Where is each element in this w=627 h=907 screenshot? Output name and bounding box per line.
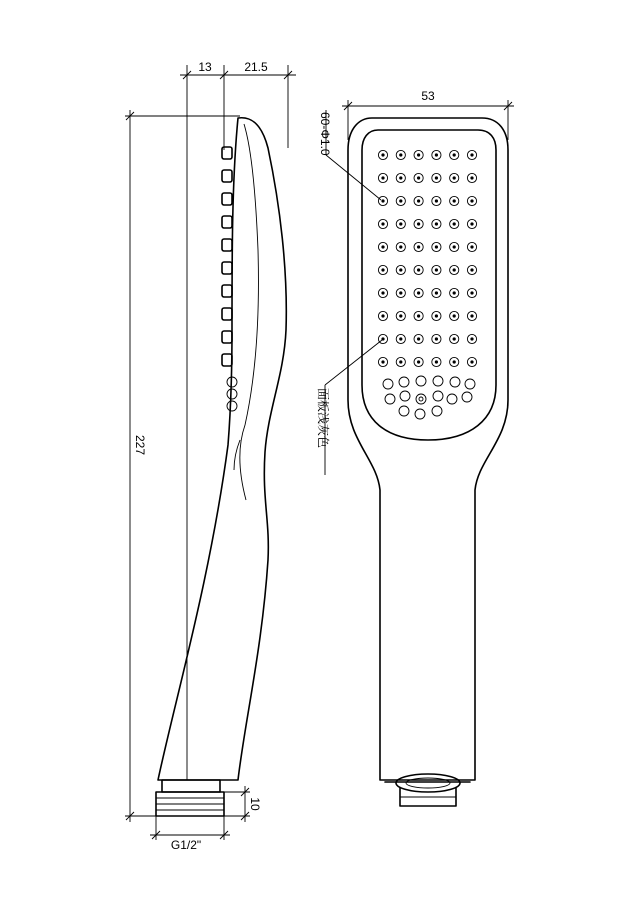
face-hole-center: [381, 291, 384, 294]
dim-53: 53: [421, 89, 435, 103]
hole-spec-note: 60-Φ1.0: [318, 112, 332, 156]
face-hole-center: [381, 199, 384, 202]
dim-13: 13: [198, 60, 212, 74]
face-hole-center: [453, 199, 456, 202]
face-hole-center: [417, 314, 420, 317]
face-hole-center: [470, 337, 473, 340]
side-lower-nozzle: [227, 401, 237, 411]
lower-holes: [383, 376, 475, 419]
side-view: [156, 118, 286, 816]
face-hole-center: [417, 245, 420, 248]
face-hole-center: [435, 153, 438, 156]
face-hole-center: [470, 314, 473, 317]
side-thread: [156, 780, 224, 816]
panel-color-note: 面板浅灰色: [316, 388, 330, 449]
dim-10: 10: [248, 797, 262, 811]
face-hole-center: [417, 153, 420, 156]
side-nozzle: [222, 193, 232, 205]
front-view: [348, 118, 508, 806]
face-hole-center: [435, 268, 438, 271]
side-nozzle: [222, 331, 232, 343]
face-hole-center: [470, 268, 473, 271]
dim-227: 227: [133, 434, 147, 456]
face-hole-center: [417, 291, 420, 294]
face-hole-center: [381, 314, 384, 317]
side-nozzle: [222, 170, 232, 182]
face-hole-center: [399, 176, 402, 179]
face-hole-center: [381, 360, 384, 363]
face-hole-center: [435, 245, 438, 248]
face-hole-center: [470, 245, 473, 248]
face-hole-center: [453, 337, 456, 340]
front-connector: [385, 774, 470, 806]
face-hole-center: [435, 222, 438, 225]
face-hole-center: [417, 222, 420, 225]
face-hole-center: [470, 291, 473, 294]
side-nozzle: [222, 239, 232, 251]
side-nozzle: [222, 285, 232, 297]
face-hole-center: [453, 268, 456, 271]
face-hole-center: [381, 153, 384, 156]
face-hole-center: [435, 291, 438, 294]
face-hole-center: [399, 360, 402, 363]
face-hole-center: [399, 337, 402, 340]
face-hole-center: [381, 176, 384, 179]
face-hole-center: [381, 268, 384, 271]
side-nozzle: [222, 308, 232, 320]
notes: [316, 110, 382, 475]
face-hole-center: [381, 245, 384, 248]
face-hole-center: [470, 222, 473, 225]
side-nozzle: [222, 354, 232, 366]
face-hole-center: [435, 360, 438, 363]
side-dimensions: [125, 60, 296, 852]
face-hole-center: [453, 360, 456, 363]
side-nozzle: [222, 147, 232, 159]
face-hole-center: [417, 360, 420, 363]
face-hole-center: [453, 314, 456, 317]
face-hole-center: [399, 268, 402, 271]
face-hole-center: [453, 176, 456, 179]
face-hole-center: [399, 199, 402, 202]
face-hole-center: [399, 314, 402, 317]
side-nozzle: [222, 216, 232, 228]
face-hole-center: [417, 337, 420, 340]
face-hole-center: [399, 291, 402, 294]
face-hole-center: [470, 176, 473, 179]
face-hole-center: [435, 199, 438, 202]
face-hole-center: [381, 222, 384, 225]
face-hole-center: [399, 222, 402, 225]
face-hole-center: [453, 153, 456, 156]
face-hole-center: [435, 337, 438, 340]
dim-thread-spec: G1/2": [170, 838, 202, 852]
face-hole-center: [417, 268, 420, 271]
dim-21-5: 21.5: [244, 60, 268, 74]
face-hole-center: [453, 222, 456, 225]
face-hole-center: [435, 176, 438, 179]
face-hole-center: [470, 153, 473, 156]
side-lower-nozzle: [227, 389, 237, 399]
side-nozzles: [222, 147, 237, 411]
face-hole-center: [435, 314, 438, 317]
face-hole-center: [453, 245, 456, 248]
face-hole-center: [453, 291, 456, 294]
face-hole-center: [417, 176, 420, 179]
face-hole-center: [399, 245, 402, 248]
face-hole-center: [470, 360, 473, 363]
side-nozzle: [222, 262, 232, 274]
face-hole-center: [399, 153, 402, 156]
face-hole-center: [417, 199, 420, 202]
face-hole-grid: [378, 150, 476, 366]
face-hole-center: [470, 199, 473, 202]
